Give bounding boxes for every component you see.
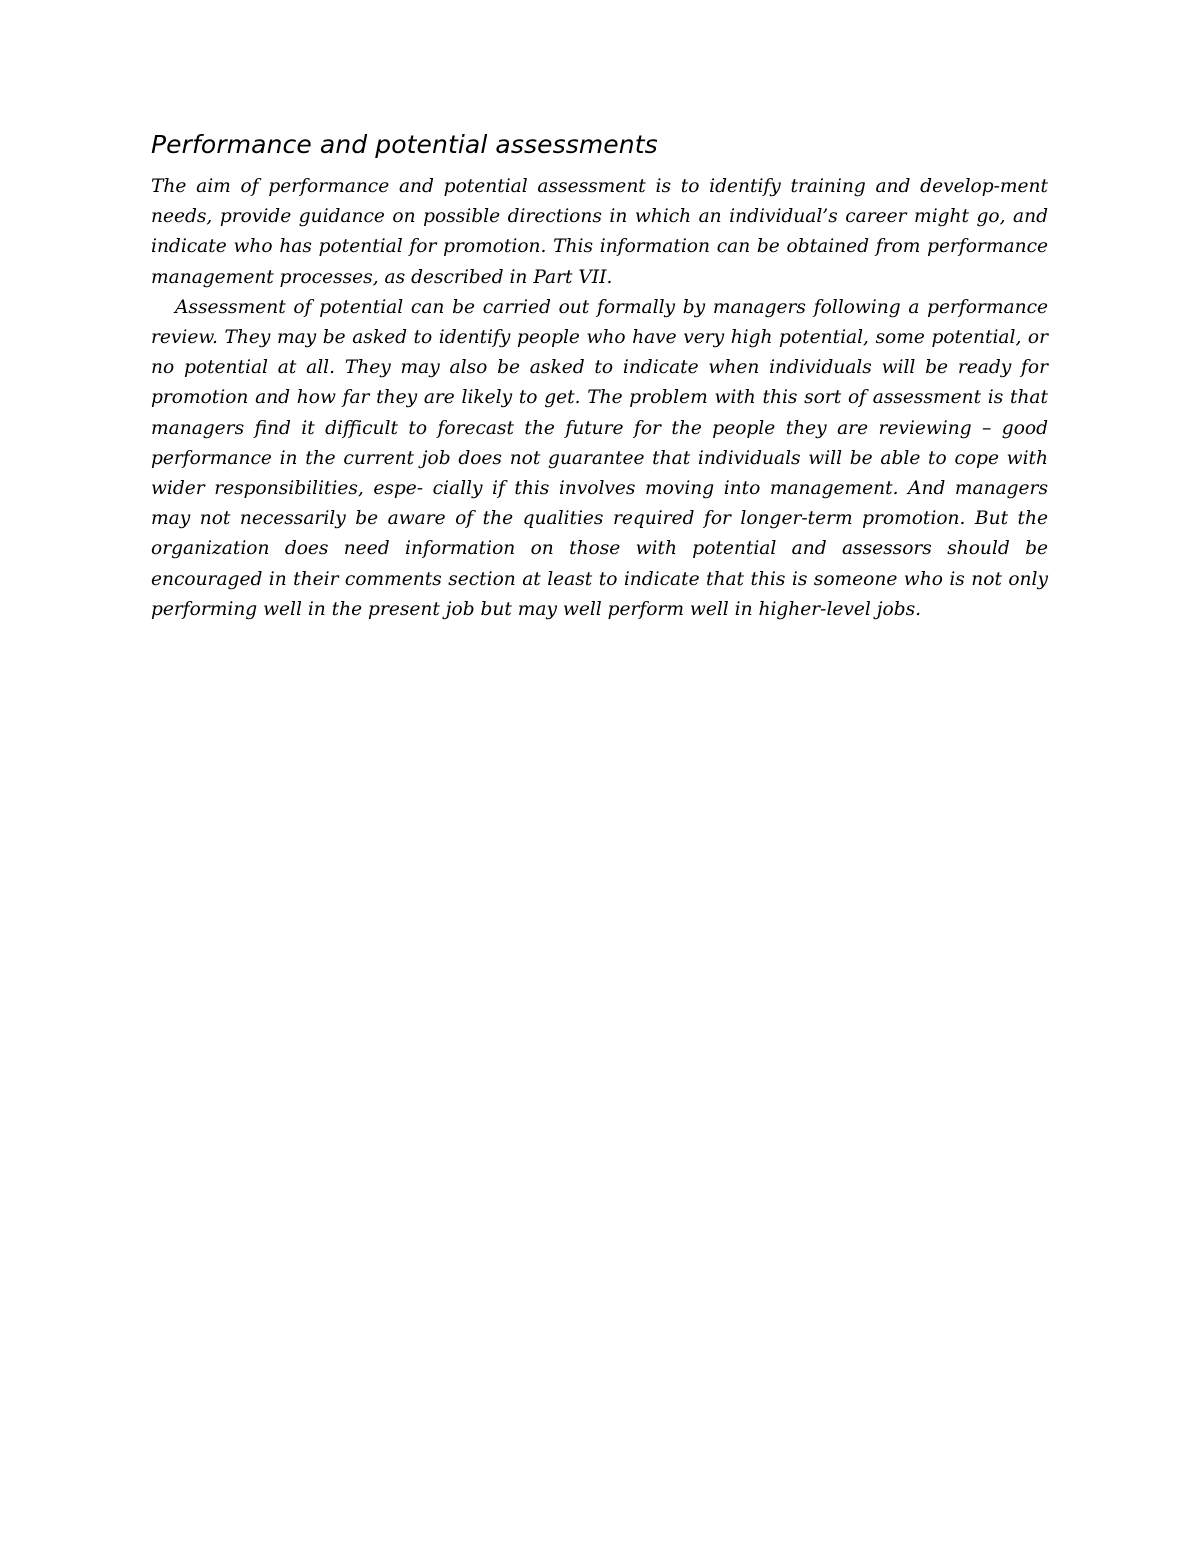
- section-heading: Performance and potential assessments: [151, 130, 658, 159]
- paragraph-assessment: Assessment of potential can be carried out formally by managers following a performance review. They may be asked to identify people who have very high potential, some potential, or no potential at all. They may also be asked to indicate when individuals will be ready for promotion and how far they are likely to get. The problem with this sort of assessment is that managers find it difficult to forecast the future for the people they are reviewing – good performance in the current job does not guarantee that individuals will be able to cope with wider responsibilities, espe- cially if this involves moving into management. And managers may not necessarily be aware of the qualities required for longer-term promotion. But the organization does need information on those with potential and assessors should be encouraged in their comments section at least to indicate that this is someone who is not only performing well in the present job but may well perform well in higher-level jobs.: [151, 296, 1048, 620]
- paragraph-intro: The aim of performance and potential assessment is to identify training and develop-ment needs, provide guidance on possible directions in which an individual’s career might go, and indicate who has potential for promotion. This information can be obtained from performance management processes, as described in Part VII.: [151, 176, 1048, 288]
- page-content: [151, 128, 1048, 625]
